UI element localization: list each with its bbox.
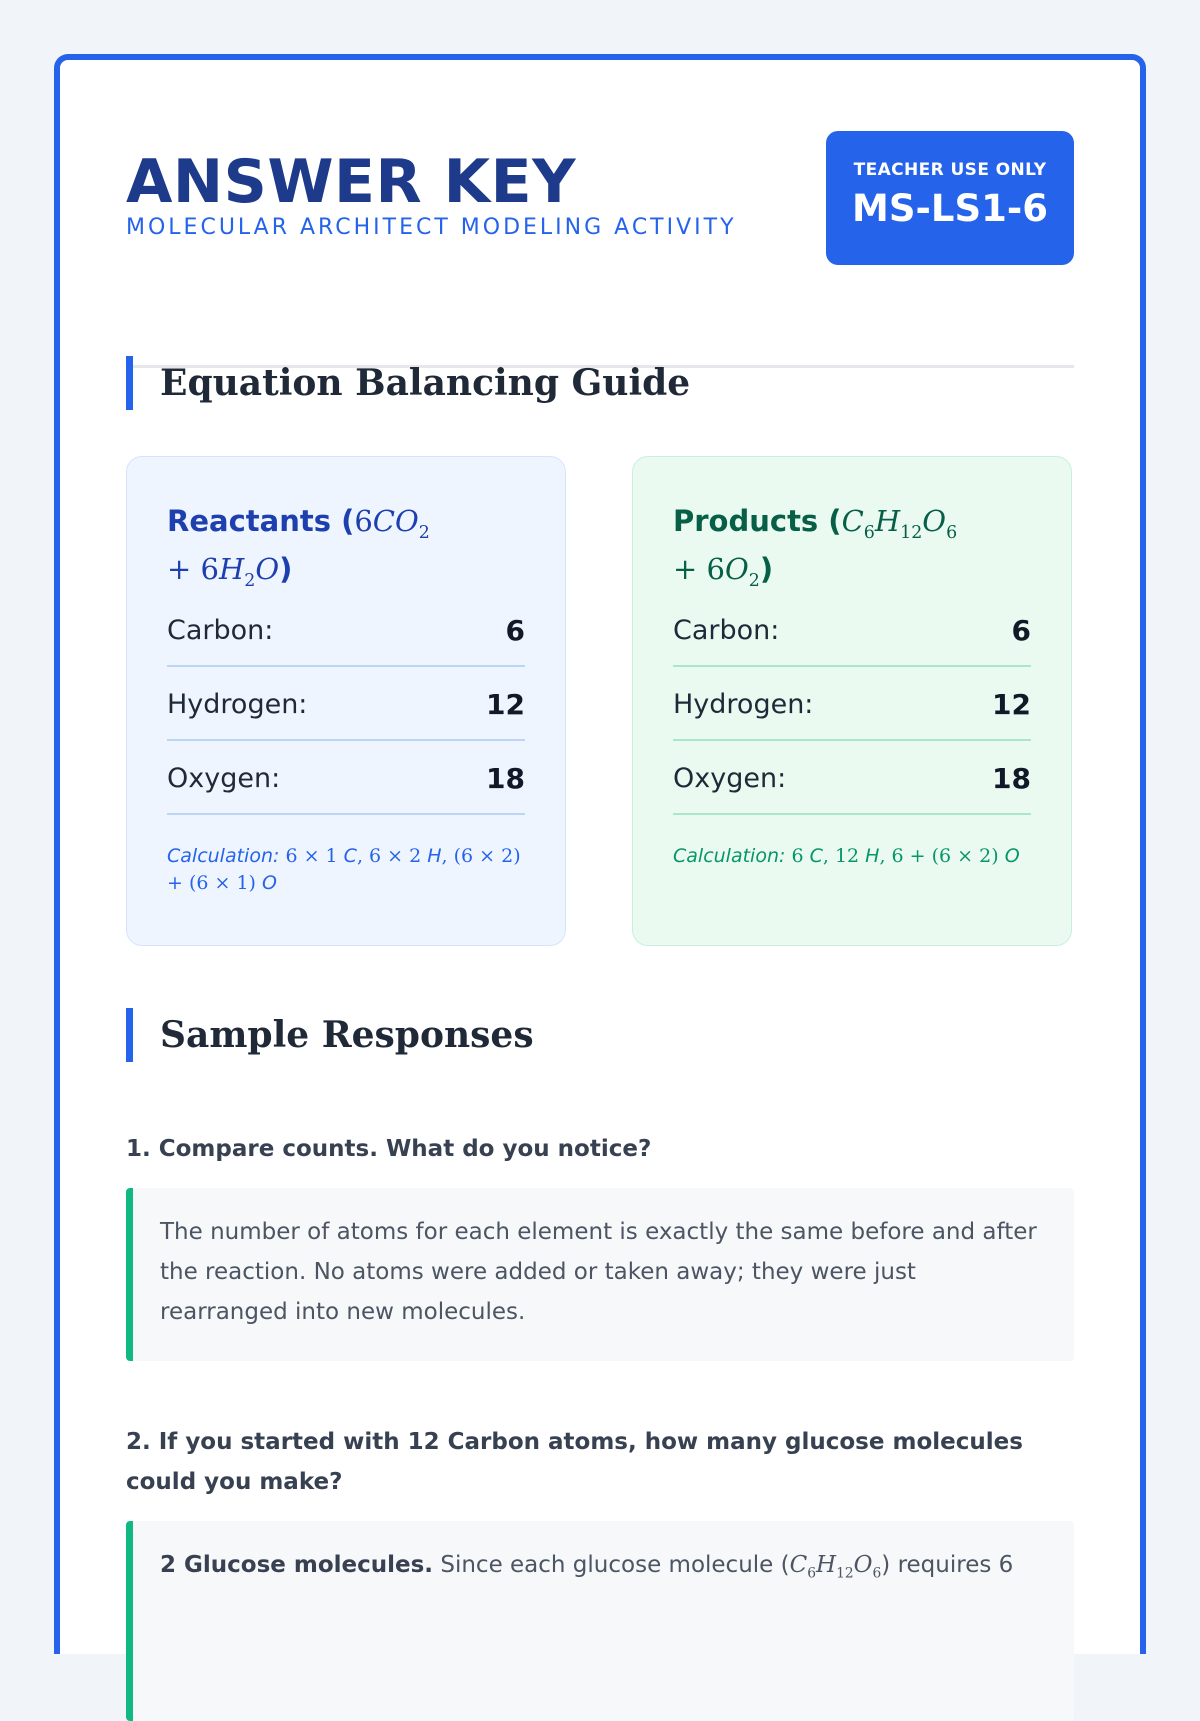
- reactants-row-carbon: [167, 593, 525, 667]
- element-label: Hydrogen:: [167, 689, 308, 720]
- element-label: Oxygen:: [167, 763, 281, 794]
- badge-code: MS-LS1-6: [852, 187, 1048, 230]
- standard-badge: [826, 131, 1074, 265]
- atom-count: 6: [1011, 614, 1031, 647]
- products-label: Products: [673, 504, 819, 538]
- products-calculation: [673, 843, 1031, 870]
- page-subtitle: MOLECULAR ARCHITECT MODELING ACTIVITY: [126, 215, 737, 240]
- element-label: Carbon:: [673, 615, 780, 646]
- products-card: [632, 456, 1072, 946]
- glucose-formula: $C_6H_{12}O_6$: [789, 1552, 882, 1582]
- products-card-title: Products ($C_6H_{12}O_6$ + $6O_2$): [673, 504, 958, 591]
- element-label: Carbon:: [167, 615, 274, 646]
- calculation-expression: 6 × 1 C, 6 × 2 H, (6 × 2) + (6 × 1) O: [167, 845, 521, 894]
- reactants-row-hydrogen: [167, 667, 525, 741]
- reactants-calculation: [167, 843, 525, 897]
- header: [126, 124, 1074, 304]
- element-label: Oxygen:: [673, 763, 787, 794]
- atom-count: 6: [505, 614, 525, 647]
- products-row-hydrogen: [673, 667, 1031, 741]
- section-title-responses: Sample Responses: [126, 1008, 1074, 1062]
- reactants-formula: $6CO_2$ + $6H_2O$: [167, 504, 430, 591]
- products-row-carbon: [673, 593, 1031, 667]
- answer-2: 2 Glucose molecules. Since each glucose molecule $(C_6H_{12}O_6)$ requires 6: [126, 1521, 1074, 1721]
- section-title-balancing: Equation Balancing Guide: [126, 356, 1074, 410]
- element-label: Hydrogen:: [673, 689, 814, 720]
- reactants-card-title: Reactants ($6CO_2$ + $6H_2O$): [167, 504, 430, 591]
- products-row-oxygen: [673, 741, 1031, 815]
- answer-key-sheet: [54, 54, 1146, 1654]
- page-title: ANSWER KEY: [126, 147, 577, 217]
- reactants-row-oxygen: [167, 741, 525, 815]
- reactants-card: [126, 456, 566, 946]
- calculation-expression: 6 C, 12 H, 6 + (6 × 2) O: [791, 845, 1020, 867]
- products-formula: $C_6H_{12}O_6$ + $6O_2$: [673, 504, 958, 591]
- answer-1: The number of atoms for each element is exactly the same before and after the reaction. No atoms were added or taken away; they were just rearranged into new molecules.: [126, 1188, 1074, 1361]
- answer-2-text-post: requires 6: [897, 1552, 1014, 1578]
- reactants-label: Reactants: [167, 504, 331, 538]
- atom-count: 18: [992, 762, 1031, 795]
- answer-2-highlight: 2 Glucose molecules.: [160, 1552, 434, 1578]
- question-1: 1. Compare counts. What do you notice?: [126, 1136, 652, 1162]
- atom-count: 12: [992, 688, 1031, 721]
- calculation-label: Calculation:: [167, 845, 280, 867]
- calculation-label: Calculation:: [673, 845, 786, 867]
- badge-label: TEACHER USE ONLY: [853, 160, 1047, 180]
- question-2: 2. If you started with 12 Carbon atoms, how many glucose molecules could you make?: [126, 1429, 1023, 1495]
- atom-count: 18: [486, 762, 525, 795]
- answer-2-text-pre: Since each glucose molecule: [440, 1552, 774, 1578]
- atom-count: 12: [486, 688, 525, 721]
